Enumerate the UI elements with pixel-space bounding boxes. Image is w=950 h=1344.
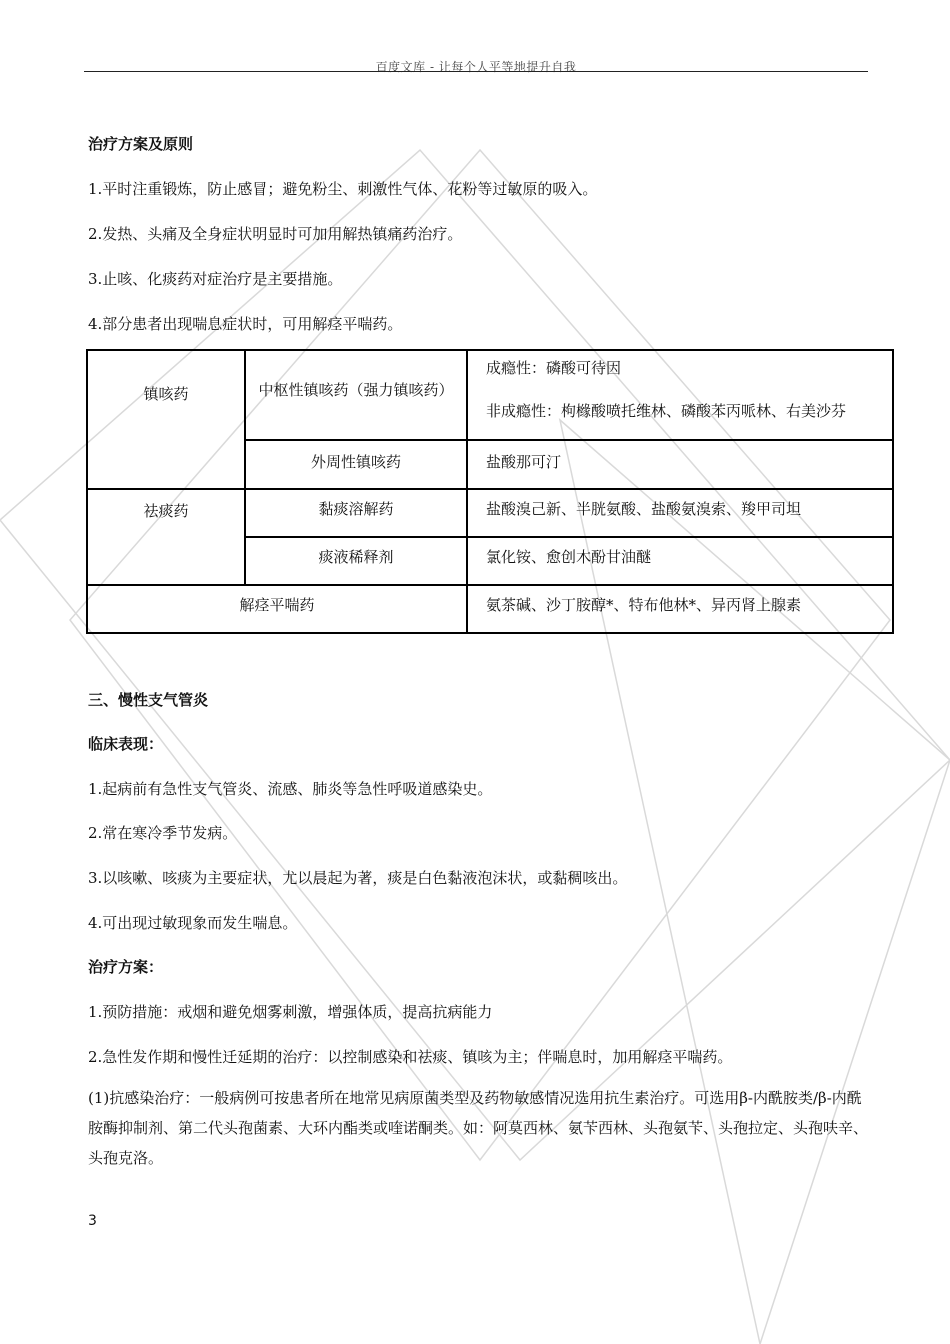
table-cell-drugs <box>467 440 893 489</box>
list-item: 1.预防措施：戒烟和避免烟雾刺激，增强体质，提高抗病能力 <box>88 1003 493 1021</box>
table-cell-drugs <box>467 537 893 585</box>
cell-text: 解痉平喘药 <box>239 596 315 614</box>
list-item: 2.发热、头痛及全身症状明显时可加用解热镇痛药治疗。 <box>88 225 463 243</box>
table-cell-drugs <box>467 350 893 440</box>
cell-text: 痰液稀释剂 <box>318 548 394 566</box>
list-item: 2.急性发作期和慢性迁延期的治疗：以控制感染和祛痰、镇咳为主；伴喘息时，加用解痉平喘药。 <box>88 1048 733 1066</box>
table-cell-category <box>87 350 245 489</box>
cell-text: 非成瘾性：枸橼酸喷托维林、磷酸苯丙哌林、右美沙芬 <box>486 402 847 420</box>
section-title-treatment-principles: 治疗方案及原则 <box>88 135 194 153</box>
cell-text: 盐酸溴己新、半胱氨酸、盐酸氨溴索、羧甲司坦 <box>486 500 802 518</box>
section-title-chronic-bronchitis: 三、慢性支气管炎 <box>88 691 209 709</box>
cell-text: 成瘾性：磷酸可待因 <box>486 359 622 377</box>
table-cell-drugs <box>467 489 893 537</box>
table-cell-subtype <box>245 440 467 489</box>
paragraph-anti-infection: (1)抗感染治疗：一般病例可按患者所在地常见病原菌类型及药物敏感情况选用抗生素治疗。可选用β-内酰胺类/β-内酰胺酶抑制剂、第二代头孢菌素、大环内酯类或喹诺酮类。如：阿莫西林、氨苄西林、头孢氨苄、头孢拉定、头孢呋辛、头孢克洛。 <box>88 1089 869 1167</box>
list-item: 4.部分患者出现喘息症状时，可用解痉平喘药。 <box>88 315 403 333</box>
list-item: 1.平时注重锻炼，防止感冒；避免粉尘、刺激性气体、花粉等过敏原的吸入。 <box>88 180 598 198</box>
page-header: 百度文库 - 让每个人平等地提升自我 <box>375 60 577 74</box>
list-item: 3.止咳、化痰药对症治疗是主要措施。 <box>88 270 343 288</box>
cell-text: 盐酸那可汀 <box>486 453 562 471</box>
cell-text: 外周性镇咳药 <box>310 453 401 471</box>
table-cell-subtype <box>245 350 467 440</box>
cell-text: 中枢性镇咳药（强力镇咳药） <box>258 381 454 399</box>
cell-text: 黏痰溶解药 <box>318 500 394 518</box>
page-number: 3 <box>88 1213 97 1229</box>
list-item: 1.起病前有急性支气管炎、流感、肺炎等急性呼吸道感染史。 <box>88 780 493 798</box>
table-cell-category <box>87 585 467 633</box>
subsection-title-clinical: 临床表现： <box>88 735 164 753</box>
drug-table <box>86 349 894 634</box>
list-item: 4.可出现过敏现象而发生喘息。 <box>88 914 298 932</box>
table-cell-subtype <box>245 537 467 585</box>
table-cell-subtype <box>245 489 467 537</box>
table-cell-drugs <box>467 585 893 633</box>
cell-text: 氯化铵、愈创木酚甘油醚 <box>486 548 652 566</box>
cell-text: 祛痰药 <box>143 502 189 520</box>
table-cell-category <box>87 489 245 585</box>
list-item: 3.以咳嗽、咳痰为主要症状，尤以晨起为著，痰是白色黏液泡沫状，或黏稠咳出。 <box>88 869 628 887</box>
cell-text: 镇咳药 <box>143 385 189 403</box>
list-item: 2.常在寒冷季节发病。 <box>88 824 238 842</box>
cell-text: 氨茶碱、沙丁胺醇*、特布他林*、异丙肾上腺素 <box>486 596 802 614</box>
subsection-title-treatment: 治疗方案： <box>88 958 164 976</box>
header-divider <box>84 71 868 72</box>
